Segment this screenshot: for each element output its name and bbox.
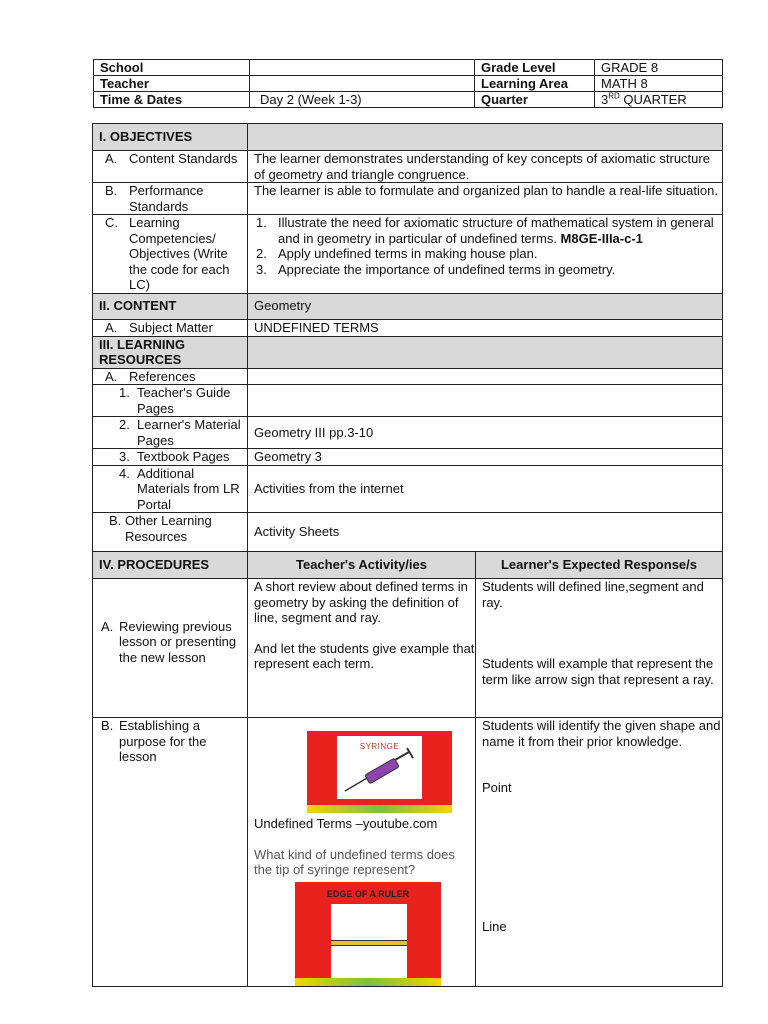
- additional-materials-value: Activities from the internet: [248, 465, 723, 513]
- other-resources-label: B. Other Learning Resources: [93, 513, 248, 552]
- subject-matter-value: UNDEFINED TERMS: [248, 319, 723, 336]
- school-label: School: [94, 60, 250, 76]
- teacher-activity-heading: Teacher's Activity/ies: [248, 552, 476, 579]
- objectives-heading: I. OBJECTIVES: [93, 124, 248, 151]
- ruler-icon: [331, 940, 407, 946]
- resources-heading: III. LEARNING RESOURCES: [93, 336, 248, 368]
- procedures-heading: IV. PROCEDURES: [93, 552, 248, 579]
- time-value: Day 2 (Week 1-3): [250, 92, 475, 108]
- teachers-guide-label: 1. Teacher's Guide Pages: [93, 385, 248, 417]
- school-value: [250, 60, 475, 76]
- reviewing-teacher-activity: [248, 579, 476, 718]
- performance-standards-label: B. Performance Standards: [93, 183, 248, 215]
- performance-standards-value: The learner is able to formulate and organized plan to handle a real-life situation.: [248, 183, 723, 215]
- textbook-pages-label: 3. Textbook Pages: [93, 449, 248, 466]
- other-resources-value: Activity Sheets: [248, 513, 723, 552]
- content-value: Geometry: [248, 293, 723, 319]
- competency-item: 1. Illustrate the need for axiomatic structure of mathematical system in general and in geometry in particular of undefined terms. M8GE-IIIa-c-1: [256, 215, 714, 246]
- review-text: A short review about defined terms in geometry by asking the definition of line, segment and ray.: [254, 579, 468, 625]
- grade-value: GRADE 8: [595, 60, 723, 76]
- subject-matter-label: A. Subject Matter: [93, 319, 248, 336]
- textbook-pages-value: Geometry 3: [248, 449, 723, 466]
- example-text: And let the students give example that represent each term.: [254, 640, 475, 671]
- reviewing-learner-response: [476, 579, 723, 718]
- references-value: [248, 368, 723, 385]
- syringe-image-label: SYRINGE: [359, 742, 400, 751]
- resources-heading-blank: [248, 336, 723, 368]
- area-label: Learning Area: [475, 76, 595, 92]
- competency-item: 2. Apply undefined terms in making house plan.: [256, 246, 538, 261]
- objectives-heading-blank: [248, 124, 723, 151]
- references-label: A. References: [93, 368, 248, 385]
- establishing-learner-response: [476, 718, 723, 987]
- learning-competencies-label: C. Learning Competencies/ Objectives (Write the code for each LC): [93, 215, 248, 294]
- competency-code: M8GE-IIIa-c-1: [560, 230, 643, 246]
- identify-shape-text: Students will identify the given shape and name it from their prior knowledge.: [482, 718, 721, 749]
- content-standards-value: The learner demonstrates understanding of key concepts of axiomatic structure of geometry and triangle congruence.: [248, 151, 723, 183]
- teachers-guide-value: [248, 385, 723, 417]
- learner-response-1: Students will defined line,segment and ray.: [482, 579, 704, 610]
- syringe-icon: [337, 736, 422, 799]
- grade-label: Grade Level: [475, 60, 595, 76]
- ruler-image-label: EDGE OF A RULER: [326, 888, 410, 899]
- lesson-plan-table: [92, 123, 723, 987]
- syringe-image: [307, 731, 452, 813]
- additional-materials-label: 4. Additional Materials from LR Portal: [93, 465, 248, 513]
- quarter-label: Quarter: [475, 92, 595, 108]
- answer-line: Line: [482, 918, 507, 934]
- learners-material-value: Geometry III pp.3-10: [248, 417, 723, 449]
- image-caption: Undefined Terms –youtube.com: [254, 816, 438, 831]
- header-table: [93, 59, 723, 108]
- quarter-value: 3RD QUARTER: [595, 92, 723, 108]
- teacher-label: Teacher: [94, 76, 250, 92]
- competency-item: 3. Appreciate the importance of undefined terms in geometry.: [256, 261, 616, 277]
- teacher-value: [250, 76, 475, 92]
- establishing-purpose-label: B. Establishing a purpose for the lesson: [93, 718, 248, 987]
- content-standards-label: A. Content Standards: [93, 151, 248, 183]
- content-heading: II. CONTENT: [93, 293, 248, 319]
- learners-material-label: 2. Learner's Material Pages: [93, 417, 248, 449]
- answer-point: Point: [482, 780, 512, 795]
- area-value: MATH 8: [595, 76, 723, 92]
- learner-response-2: Students will example that represent the term like arrow sign that represent a ray.: [482, 656, 714, 687]
- reviewing-lesson-label: A. Reviewing previous lesson or presenting the new lesson: [93, 579, 248, 718]
- learner-response-heading: Learner's Expected Response/s: [476, 552, 723, 579]
- ruler-image: [295, 882, 441, 986]
- establishing-teacher-activity: [248, 718, 476, 987]
- learning-competencies-list: [248, 215, 723, 294]
- syringe-question: What kind of undefined terms does the tip of syringe represent?: [254, 846, 455, 877]
- time-label: Time & Dates: [94, 92, 250, 108]
